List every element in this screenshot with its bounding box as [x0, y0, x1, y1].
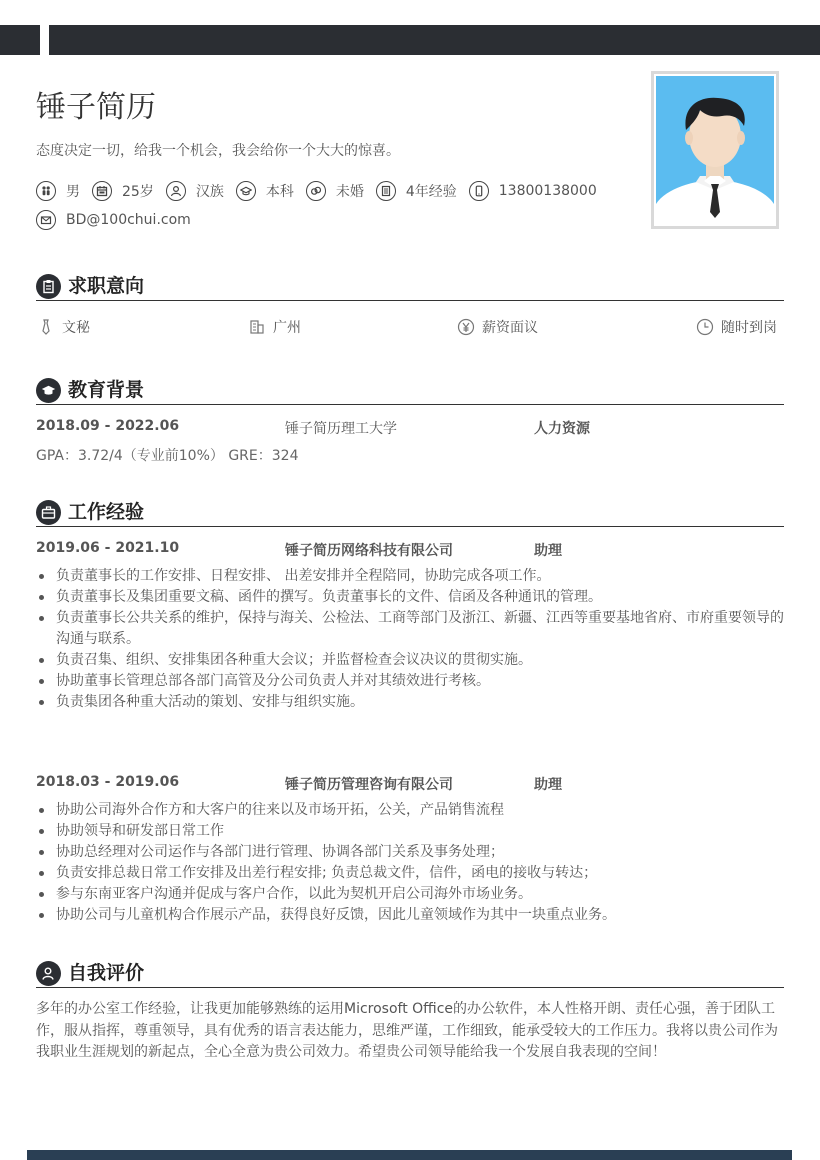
work-duties [36, 800, 786, 926]
experience-icon [376, 181, 396, 201]
section-education [36, 377, 784, 405]
briefcase-icon [36, 500, 61, 525]
email-row [36, 210, 203, 230]
top-bar [49, 25, 820, 55]
section-title: 求职意向 [68, 275, 145, 297]
work-period: 2018.03 - 2019.06 [36, 774, 180, 790]
intent-salary: 薪资面议 [457, 317, 538, 337]
list-item: 负责集团各种重大活动的策划、安排与组织实施。 [36, 692, 786, 713]
person-icon [36, 961, 61, 986]
list-item: 协助领导和研发部日常工作 [36, 821, 786, 842]
info-gender: 男 [36, 181, 80, 201]
work-period: 2019.06 - 2021.10 [36, 540, 180, 556]
intent-position: 文秘 [37, 317, 90, 337]
envelope-icon [36, 210, 56, 230]
yuan-icon [457, 318, 475, 336]
section-self-evaluation [36, 960, 784, 988]
graduation-cap-icon [236, 181, 256, 201]
intent-city: 广州 [248, 317, 301, 337]
info-phone: 13800138000 [469, 181, 597, 201]
top-bar-left [0, 25, 40, 55]
list-item: 负责安排总裁日常工作安排及出差行程安排; 负责总裁文件，信件，函电的接收与转达； [36, 863, 786, 884]
list-item: 负责召集、组织、安排集团各种重大会议；并监督检查会议决议的贯彻实施。 [36, 650, 786, 671]
work-duties [36, 566, 786, 713]
list-item: 负责董事长的工作安排、日程安排、 出差安排并全程陪同，协助完成各项工作。 [36, 566, 786, 587]
tie-icon [37, 318, 55, 336]
education-period: 2018.09 - 2022.06 [36, 418, 180, 434]
work-company: 锤子简历网络科技有限公司 [285, 543, 453, 559]
section-title: 教育背景 [68, 379, 145, 401]
section-work [36, 499, 784, 527]
ethnicity-icon [166, 181, 186, 201]
info-email: BD@100chui.com [36, 210, 191, 230]
info-ethnicity: 汉族 [166, 181, 224, 201]
resume-name: 锤子简历 [36, 90, 156, 125]
list-item: 协助公司海外合作方和大客户的往来以及市场开拓，公关，产品销售流程 [36, 800, 786, 821]
info-marital-status: 未婚 [306, 181, 364, 201]
intent-availability: 随时到岗 [696, 317, 777, 337]
clipboard-icon [36, 274, 61, 299]
education-detail: GPA：3.72/4（专业前10%） GRE：324 [36, 448, 299, 464]
profile-photo [651, 71, 779, 229]
building-icon [248, 318, 266, 336]
list-item: 协助董事长管理总部各部门高管及分公司负责人并对其绩效进行考核。 [36, 671, 786, 692]
section-title: 自我评价 [68, 962, 145, 984]
bottom-bar [27, 1150, 792, 1160]
section-job-intention [36, 273, 784, 301]
list-item: 负责董事长及集团重要文稿、函件的撰写。负责董事长的文件、信函及各种通讯的管理。 [36, 587, 786, 608]
graduation-cap-icon [36, 378, 61, 403]
list-item: 负责董事长公共关系的维护，保持与海关、公检法、工商等部门及浙江、新疆、江西等重要基地省府、市府重要领导的沟通与联系。 [36, 608, 786, 650]
personal-info-row [36, 181, 609, 201]
info-experience: 4年经验 [376, 181, 457, 201]
gender-icon [36, 181, 56, 201]
work-title: 助理 [534, 777, 562, 793]
self-evaluation-text: 多年的办公室工作经验，让我更加能够熟练的运用Microsoft Office的办公软件，本人性格开朗、责任心强，善于团队工作，服从指挥，尊重领导，具有优秀的语言表达能力，思维严谨，工作细致，能承受较大的工作压力。我将以贵公司作为我职业生涯规划的新起点，全心全意为贵公司效力。希望贵公司领导能给我一个发展自我表现的空间！ [36, 1001, 778, 1060]
marriage-icon [306, 181, 326, 201]
list-item: 协助总经理对公司运作与各部门进行管理、协调各部门关系及事务处理； [36, 842, 786, 863]
education-school: 锤子简历理工大学 [285, 421, 397, 437]
motto: 态度决定一切，给我一个机会，我会给你一个大大的惊喜。 [36, 143, 400, 159]
info-age: 25岁 [92, 181, 154, 201]
list-item: 协助公司与儿童机构合作展示产品，获得良好反馈，因此儿童领域作为其中一块重点业务。 [36, 905, 786, 926]
info-degree: 本科 [236, 181, 294, 201]
calendar-icon [92, 181, 112, 201]
list-item: 参与东南亚客户沟通并促成与客户合作，以此为契机开启公司海外市场业务。 [36, 884, 786, 905]
work-title: 助理 [534, 543, 562, 559]
work-company: 锤子简历管理咨询有限公司 [285, 777, 453, 793]
phone-icon [469, 181, 489, 201]
education-major: 人力资源 [534, 421, 590, 437]
clock-icon [696, 318, 714, 336]
section-title: 工作经验 [68, 501, 145, 523]
